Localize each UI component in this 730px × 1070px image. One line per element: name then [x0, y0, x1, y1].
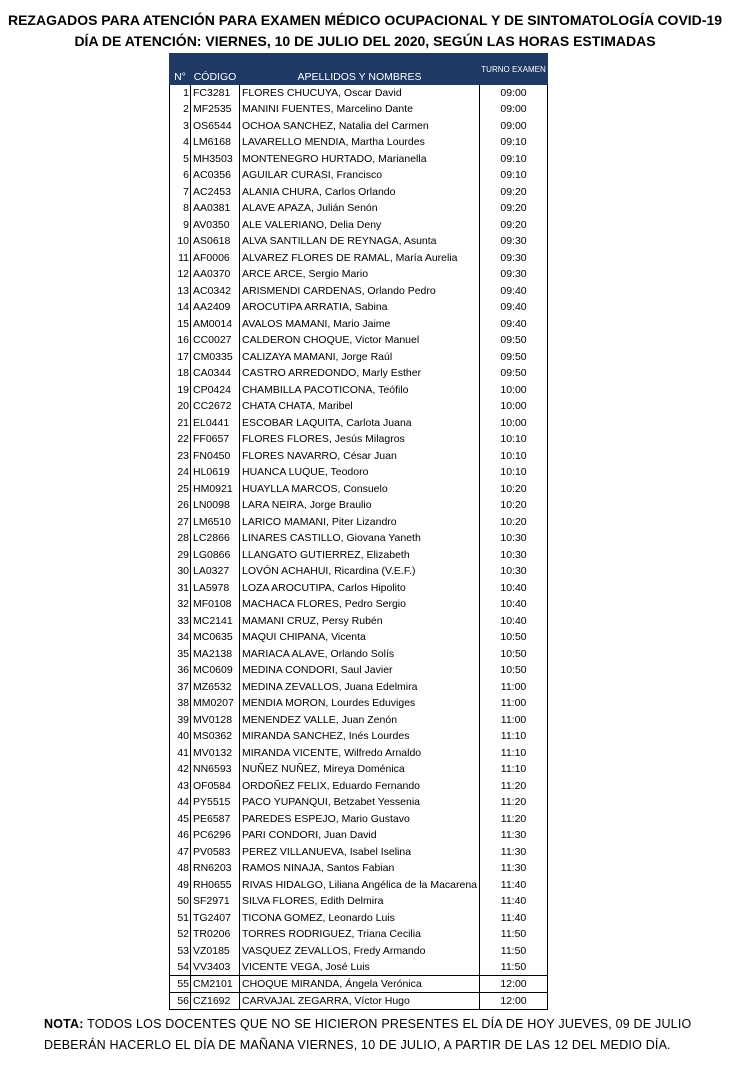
row-time: 12:00 — [480, 976, 548, 993]
row-code: PC6296 — [191, 827, 240, 844]
row-number: 24 — [170, 464, 191, 481]
row-code: LA5978 — [191, 580, 240, 597]
table-row — [170, 233, 548, 250]
table-row — [170, 910, 548, 927]
row-name: FLORES FLORES, Jesús Milagros — [240, 431, 480, 448]
row-number: 26 — [170, 497, 191, 514]
row-name: LOVÓN ACHAHUI, Ricardina (V.E.F.) — [240, 563, 480, 580]
row-name: MONTENEGRO HURTADO, Marianella — [240, 151, 480, 168]
row-code: AC0342 — [191, 283, 240, 300]
row-code: MS0362 — [191, 728, 240, 745]
row-code: MA2138 — [191, 646, 240, 663]
row-number: 5 — [170, 151, 191, 168]
table-row — [170, 167, 548, 184]
row-code: RN6203 — [191, 860, 240, 877]
row-time: 09:10 — [480, 151, 548, 168]
table-row — [170, 976, 548, 993]
row-number: 6 — [170, 167, 191, 184]
row-name: MANINI FUENTES, Marcelino Dante — [240, 101, 480, 118]
row-time: 09:50 — [480, 332, 548, 349]
table-row — [170, 580, 548, 597]
table-row — [170, 250, 548, 267]
row-time: 09:40 — [480, 316, 548, 333]
row-code: OF0584 — [191, 778, 240, 795]
row-time: 10:30 — [480, 547, 548, 564]
row-time: 11:20 — [480, 794, 548, 811]
row-code: VV3403 — [191, 959, 240, 976]
row-code: PV0583 — [191, 844, 240, 861]
row-number: 32 — [170, 596, 191, 613]
row-time: 10:40 — [480, 580, 548, 597]
row-number: 49 — [170, 877, 191, 894]
row-time: 10:40 — [480, 613, 548, 630]
table-row — [170, 596, 548, 613]
row-time: 11:50 — [480, 959, 548, 976]
row-name: CALDERON CHOQUE, Victor Manuel — [240, 332, 480, 349]
row-time: 10:20 — [480, 514, 548, 531]
row-name: FLORES CHUCUYA, Oscar David — [240, 85, 480, 102]
row-code: PY5515 — [191, 794, 240, 811]
table-row — [170, 827, 548, 844]
row-code: AV0350 — [191, 217, 240, 234]
row-code: NN6593 — [191, 761, 240, 778]
table-row — [170, 134, 548, 151]
row-time: 11:30 — [480, 860, 548, 877]
row-code: MF0108 — [191, 596, 240, 613]
row-time: 11:40 — [480, 910, 548, 927]
row-number: 33 — [170, 613, 191, 630]
row-number: 34 — [170, 629, 191, 646]
row-name: MAMANI CRUZ, Persy Rubén — [240, 613, 480, 630]
row-name: CHATA CHATA, Maribel — [240, 398, 480, 415]
row-time: 10:50 — [480, 646, 548, 663]
row-number: 52 — [170, 926, 191, 943]
row-name: ALVA SANTILLAN DE REYNAGA, Asunta — [240, 233, 480, 250]
row-time: 09:40 — [480, 283, 548, 300]
row-number: 31 — [170, 580, 191, 597]
row-code: AA2409 — [191, 299, 240, 316]
footer-note — [44, 1014, 704, 1056]
row-time: 09:10 — [480, 134, 548, 151]
row-name: ORDOÑEZ FELIX, Eduardo Fernando — [240, 778, 480, 795]
table-row — [170, 761, 548, 778]
table-row — [170, 844, 548, 861]
schedule-table — [169, 53, 548, 1010]
row-code: AA0381 — [191, 200, 240, 217]
row-number: 55 — [170, 976, 191, 993]
row-number: 28 — [170, 530, 191, 547]
row-code: FC3281 — [191, 85, 240, 102]
row-name: CHOQUE MIRANDA, Ángela Verónica — [240, 976, 480, 993]
table-row — [170, 877, 548, 894]
row-number: 56 — [170, 993, 191, 1010]
row-time: 10:10 — [480, 448, 548, 465]
row-number: 8 — [170, 200, 191, 217]
row-name: MARIACA ALAVE, Orlando Solís — [240, 646, 480, 663]
row-number: 43 — [170, 778, 191, 795]
row-number: 39 — [170, 712, 191, 729]
table-row — [170, 695, 548, 712]
row-time: 09:00 — [480, 101, 548, 118]
row-code: MC0609 — [191, 662, 240, 679]
row-code: AC2453 — [191, 184, 240, 201]
row-code: LG0866 — [191, 547, 240, 564]
table-row — [170, 101, 548, 118]
row-time: 12:00 — [480, 993, 548, 1010]
row-time: 09:20 — [480, 217, 548, 234]
document-subtitle: DÍA DE ATENCIÓN: VIERNES, 10 DE JULIO DEL 2020, SEGÚN LAS HORAS ESTIMADAS — [74, 33, 656, 49]
row-number: 23 — [170, 448, 191, 465]
note-label: NOTA: — [44, 1017, 84, 1031]
row-number: 46 — [170, 827, 191, 844]
column-header-turn: TURNO EXAMEN — [480, 54, 548, 85]
row-number: 41 — [170, 745, 191, 762]
table-row — [170, 497, 548, 514]
row-name: CHAMBILLA PACOTICONA, Teófilo — [240, 382, 480, 399]
row-time: 11:10 — [480, 745, 548, 762]
row-name: RAMOS NINAJA, Santos Fabian — [240, 860, 480, 877]
row-time: 11:30 — [480, 827, 548, 844]
row-time: 11:30 — [480, 844, 548, 861]
row-name: PEREZ VILLANUEVA, Isabel Iselina — [240, 844, 480, 861]
row-number: 14 — [170, 299, 191, 316]
row-code: TR0206 — [191, 926, 240, 943]
row-number: 35 — [170, 646, 191, 663]
table-row — [170, 481, 548, 498]
row-time: 11:10 — [480, 728, 548, 745]
table-row — [170, 993, 548, 1010]
row-code: AM0014 — [191, 316, 240, 333]
row-number: 11 — [170, 250, 191, 267]
row-code: FF0657 — [191, 431, 240, 448]
row-time: 09:20 — [480, 184, 548, 201]
row-time: 10:50 — [480, 629, 548, 646]
row-name: LLANGATO GUTIERREZ, Elizabeth — [240, 547, 480, 564]
row-code: OS6544 — [191, 118, 240, 135]
row-name: ALANIA CHURA, Carlos Orlando — [240, 184, 480, 201]
row-name: ALAVE APAZA, Julián Senón — [240, 200, 480, 217]
row-number: 13 — [170, 283, 191, 300]
table-row — [170, 646, 548, 663]
row-number: 15 — [170, 316, 191, 333]
row-time: 10:30 — [480, 563, 548, 580]
row-code: MF2535 — [191, 101, 240, 118]
row-code: MC0635 — [191, 629, 240, 646]
row-code: LM6510 — [191, 514, 240, 531]
row-name: VASQUEZ ZEVALLOS, Fredy Armando — [240, 943, 480, 960]
row-time: 10:10 — [480, 431, 548, 448]
table-row — [170, 283, 548, 300]
row-number: 50 — [170, 893, 191, 910]
table-row — [170, 200, 548, 217]
row-code: MV0132 — [191, 745, 240, 762]
row-code: LM6168 — [191, 134, 240, 151]
row-time: 11:20 — [480, 778, 548, 795]
table-row — [170, 464, 548, 481]
table-row — [170, 943, 548, 960]
row-time: 09:30 — [480, 266, 548, 283]
row-name: TICONA GOMEZ, Leonardo Luis — [240, 910, 480, 927]
row-number: 19 — [170, 382, 191, 399]
row-time: 11:40 — [480, 877, 548, 894]
row-code: AS0618 — [191, 233, 240, 250]
row-number: 53 — [170, 943, 191, 960]
table-row — [170, 448, 548, 465]
row-code: MV0128 — [191, 712, 240, 729]
row-time: 11:40 — [480, 893, 548, 910]
row-name: SILVA FLORES, Edith Delmira — [240, 893, 480, 910]
row-number: 36 — [170, 662, 191, 679]
row-time: 10:00 — [480, 415, 548, 432]
row-number: 21 — [170, 415, 191, 432]
document-title: REZAGADOS PARA ATENCIÓN PARA EXAMEN MÉDICO OCUPACIONAL Y DE SINTOMATOLOGÍA COVID-19 — [7, 12, 723, 28]
row-number: 10 — [170, 233, 191, 250]
row-number: 51 — [170, 910, 191, 927]
row-time: 10:30 — [480, 530, 548, 547]
row-code: FN0450 — [191, 448, 240, 465]
row-time: 09:50 — [480, 349, 548, 366]
row-number: 27 — [170, 514, 191, 531]
row-code: VZ0185 — [191, 943, 240, 960]
row-number: 25 — [170, 481, 191, 498]
row-number: 4 — [170, 134, 191, 151]
row-number: 29 — [170, 547, 191, 564]
row-name: PACO YUPANQUI, Betzabet Yessenia — [240, 794, 480, 811]
row-number: 40 — [170, 728, 191, 745]
table-row — [170, 151, 548, 168]
row-number: 2 — [170, 101, 191, 118]
table-row — [170, 745, 548, 762]
row-time: 09:30 — [480, 233, 548, 250]
row-code: EL0441 — [191, 415, 240, 432]
row-name: PAREDES ESPEJO, Mario Gustavo — [240, 811, 480, 828]
column-header-number: N° — [170, 54, 191, 85]
row-code: RH0655 — [191, 877, 240, 894]
table-row — [170, 85, 548, 102]
row-code: CA0344 — [191, 365, 240, 382]
column-header-code: CÓDIGO — [191, 54, 240, 85]
table-row — [170, 679, 548, 696]
table-row — [170, 431, 548, 448]
row-time: 11:00 — [480, 695, 548, 712]
row-code: CP0424 — [191, 382, 240, 399]
row-name: AGUILAR CURASI, Francisco — [240, 167, 480, 184]
row-name: OCHOA SANCHEZ, Natalia del Carmen — [240, 118, 480, 135]
row-code: CM2101 — [191, 976, 240, 993]
row-time: 09:40 — [480, 299, 548, 316]
row-code: AC0356 — [191, 167, 240, 184]
row-time: 11:50 — [480, 943, 548, 960]
row-code: SF2971 — [191, 893, 240, 910]
table-row — [170, 893, 548, 910]
row-number: 3 — [170, 118, 191, 135]
row-number: 42 — [170, 761, 191, 778]
row-name: PARI CONDORI, Juan David — [240, 827, 480, 844]
row-time: 09:50 — [480, 365, 548, 382]
row-name: RIVAS HIDALGO, Liliana Angélica de la Macarena — [240, 877, 480, 894]
table-row — [170, 959, 548, 976]
row-number: 47 — [170, 844, 191, 861]
table-row — [170, 728, 548, 745]
row-number: 44 — [170, 794, 191, 811]
table-row — [170, 530, 548, 547]
note-text: TODOS LOS DOCENTES QUE NO SE HICIERON PRESENTES EL DÍA DE HOY JUEVES, 09 DE JULIO DEBERÁN HACERLO EL DÍA DE MAÑANA VIERNES, 10 DE JULIO, A PARTIR DE LAS 12 DEL MEDIO DÍA. — [44, 1017, 692, 1052]
table-row — [170, 217, 548, 234]
row-name: LARA NEIRA, Jorge Braulio — [240, 497, 480, 514]
row-name: MEDINA ZEVALLOS, Juana Edelmira — [240, 679, 480, 696]
row-time: 09:00 — [480, 85, 548, 102]
row-time: 11:00 — [480, 679, 548, 696]
row-number: 45 — [170, 811, 191, 828]
row-name: ALE VALERIANO, Delia Deny — [240, 217, 480, 234]
row-time: 10:20 — [480, 497, 548, 514]
row-code: TG2407 — [191, 910, 240, 927]
row-name: AVALOS MAMANI, Mario Jaime — [240, 316, 480, 333]
row-number: 20 — [170, 398, 191, 415]
row-name: ESCOBAR LAQUITA, Carlota Juana — [240, 415, 480, 432]
row-code: CC0027 — [191, 332, 240, 349]
column-header-name: APELLIDOS Y NOMBRES — [240, 54, 480, 85]
row-name: MIRANDA SANCHEZ, Inés Lourdes — [240, 728, 480, 745]
row-name: FLORES NAVARRO, César Juan — [240, 448, 480, 465]
row-time: 10:10 — [480, 464, 548, 481]
row-number: 38 — [170, 695, 191, 712]
row-number: 18 — [170, 365, 191, 382]
row-number: 7 — [170, 184, 191, 201]
row-code: MZ6532 — [191, 679, 240, 696]
row-time: 11:10 — [480, 761, 548, 778]
row-name: MENDIA MORON, Lourdes Eduviges — [240, 695, 480, 712]
row-name: VICENTE VEGA, José Luis — [240, 959, 480, 976]
table-row — [170, 926, 548, 943]
row-time: 10:00 — [480, 382, 548, 399]
row-number: 54 — [170, 959, 191, 976]
table-row — [170, 266, 548, 283]
row-number: 9 — [170, 217, 191, 234]
row-number: 48 — [170, 860, 191, 877]
row-code: LN0098 — [191, 497, 240, 514]
table-row — [170, 778, 548, 795]
row-name: HUANCA LUQUE, Teodoro — [240, 464, 480, 481]
row-time: 09:30 — [480, 250, 548, 267]
row-time: 10:00 — [480, 398, 548, 415]
row-number: 22 — [170, 431, 191, 448]
table-row — [170, 415, 548, 432]
table-row — [170, 184, 548, 201]
row-name: ARISMENDI CARDENAS, Orlando Pedro — [240, 283, 480, 300]
table-row — [170, 299, 548, 316]
row-code: LC2866 — [191, 530, 240, 547]
row-code: LA0327 — [191, 563, 240, 580]
row-name: MACHACA FLORES, Pedro Sergio — [240, 596, 480, 613]
row-time: 09:20 — [480, 200, 548, 217]
table-row — [170, 613, 548, 630]
row-name: MEDINA CONDORI, Saul Javier — [240, 662, 480, 679]
row-name: MAQUI CHIPANA, Vicenta — [240, 629, 480, 646]
table-row — [170, 382, 548, 399]
row-time: 09:10 — [480, 167, 548, 184]
row-name: HUAYLLA MARCOS, Consuelo — [240, 481, 480, 498]
row-name: CALIZAYA MAMANI, Jorge Raúl — [240, 349, 480, 366]
table-row — [170, 316, 548, 333]
row-name: CARVAJAL ZEGARRA, Víctor Hugo — [240, 993, 480, 1010]
row-code: PE6587 — [191, 811, 240, 828]
table-row — [170, 514, 548, 531]
row-code: CC2672 — [191, 398, 240, 415]
row-time: 11:20 — [480, 811, 548, 828]
table-row — [170, 349, 548, 366]
row-name: TORRES RODRIGUEZ, Triana Cecilia — [240, 926, 480, 943]
row-time: 10:20 — [480, 481, 548, 498]
row-number: 37 — [170, 679, 191, 696]
row-name: LARICO MAMANI, Piter Lizandro — [240, 514, 480, 531]
row-name: ARCE ARCE, Sergio Mario — [240, 266, 480, 283]
row-name: AROCUTIPA ARRATIA, Sabina — [240, 299, 480, 316]
row-name: LOZA AROCUTIPA, Carlos Hipolito — [240, 580, 480, 597]
table-row — [170, 118, 548, 135]
row-name: MIRANDA VICENTE, Wilfredo Arnaldo — [240, 745, 480, 762]
row-number: 30 — [170, 563, 191, 580]
table-row — [170, 332, 548, 349]
row-time: 10:50 — [480, 662, 548, 679]
row-number: 16 — [170, 332, 191, 349]
row-number: 12 — [170, 266, 191, 283]
row-code: CZ1692 — [191, 993, 240, 1010]
row-time: 11:00 — [480, 712, 548, 729]
row-name: NUÑEZ NUÑEZ, Mireya Doménica — [240, 761, 480, 778]
row-code: AF0006 — [191, 250, 240, 267]
table-row — [170, 629, 548, 646]
table-row — [170, 811, 548, 828]
table-row — [170, 547, 548, 564]
table-row — [170, 563, 548, 580]
table-row — [170, 712, 548, 729]
row-number: 17 — [170, 349, 191, 366]
table-header — [170, 54, 548, 85]
row-code: AA0370 — [191, 266, 240, 283]
table-row — [170, 365, 548, 382]
row-code: CM0335 — [191, 349, 240, 366]
row-number: 1 — [170, 85, 191, 102]
row-code: HM0921 — [191, 481, 240, 498]
table-row — [170, 398, 548, 415]
row-code: HL0619 — [191, 464, 240, 481]
table-row — [170, 662, 548, 679]
row-time: 11:50 — [480, 926, 548, 943]
row-code: MM0207 — [191, 695, 240, 712]
row-code: MH3503 — [191, 151, 240, 168]
row-name: ALVAREZ FLORES DE RAMAL, María Aurelia — [240, 250, 480, 267]
row-time: 09:00 — [480, 118, 548, 135]
table-row — [170, 860, 548, 877]
table-row — [170, 794, 548, 811]
row-code: MC2141 — [191, 613, 240, 630]
row-name: CASTRO ARREDONDO, Marly Esther — [240, 365, 480, 382]
table-body — [170, 85, 548, 1010]
row-name: LAVARELLO MENDIA, Martha Lourdes — [240, 134, 480, 151]
row-name: MENENDEZ VALLE, Juan Zenón — [240, 712, 480, 729]
row-name: LINARES CASTILLO, Giovana Yaneth — [240, 530, 480, 547]
row-time: 10:40 — [480, 596, 548, 613]
